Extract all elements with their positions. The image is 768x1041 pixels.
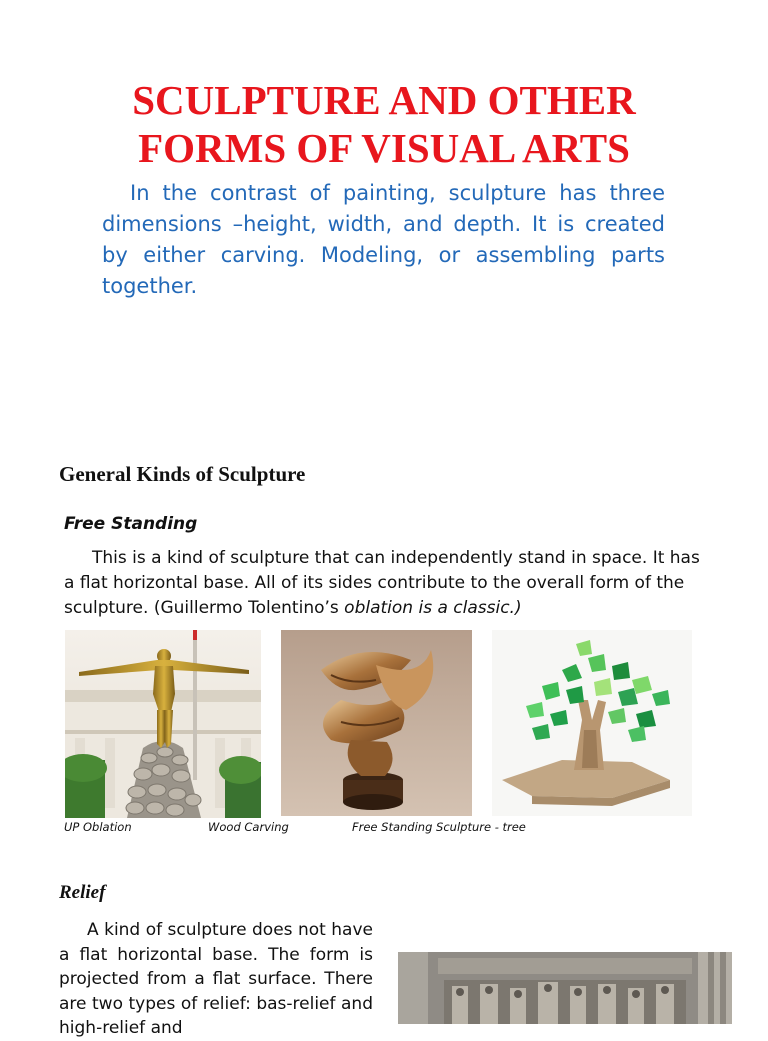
relief-photo xyxy=(398,952,732,1024)
relief-heading: Relief xyxy=(59,882,106,903)
title-line-1: SCULPTURE AND OTHER xyxy=(132,77,636,123)
free-standing-emphasis: oblation is a classic.) xyxy=(344,598,522,618)
title-line-2: FORMS OF VISUAL ARTS xyxy=(138,125,630,171)
relief-paragraph: A kind of sculpture does not have a flat horizontal base. The form is projected from a flat surface. There are two types of relief: bas-relief and high-relief and xyxy=(59,920,373,1038)
free-standing-heading: Free Standing xyxy=(64,514,198,534)
intro-paragraph: In the contrast of painting, sculpture has three dimensions –height, width, and depth. It is created by either carving. Modeling, or assembling parts together. xyxy=(102,181,665,298)
section-heading: General Kinds of Sculpture xyxy=(59,462,306,486)
caption-tree: Free Standing Sculpture - tree xyxy=(352,820,526,834)
wood-carving-photo xyxy=(281,630,472,816)
oblation-photo xyxy=(65,630,261,818)
free-standing-text: This is a kind of sculpture that can independently stand in space. It has a flat horizontal base. All of its sides contribute to the overall form of the sculpture. (Guillermo Tolentino’s xyxy=(64,548,700,618)
caption-wood-carving: Wood Carving xyxy=(208,820,289,834)
free-standing-paragraph xyxy=(64,546,704,621)
page-title xyxy=(60,76,708,172)
caption-oblation: UP Oblation xyxy=(64,820,132,834)
tree-sculpture-photo xyxy=(492,630,692,816)
